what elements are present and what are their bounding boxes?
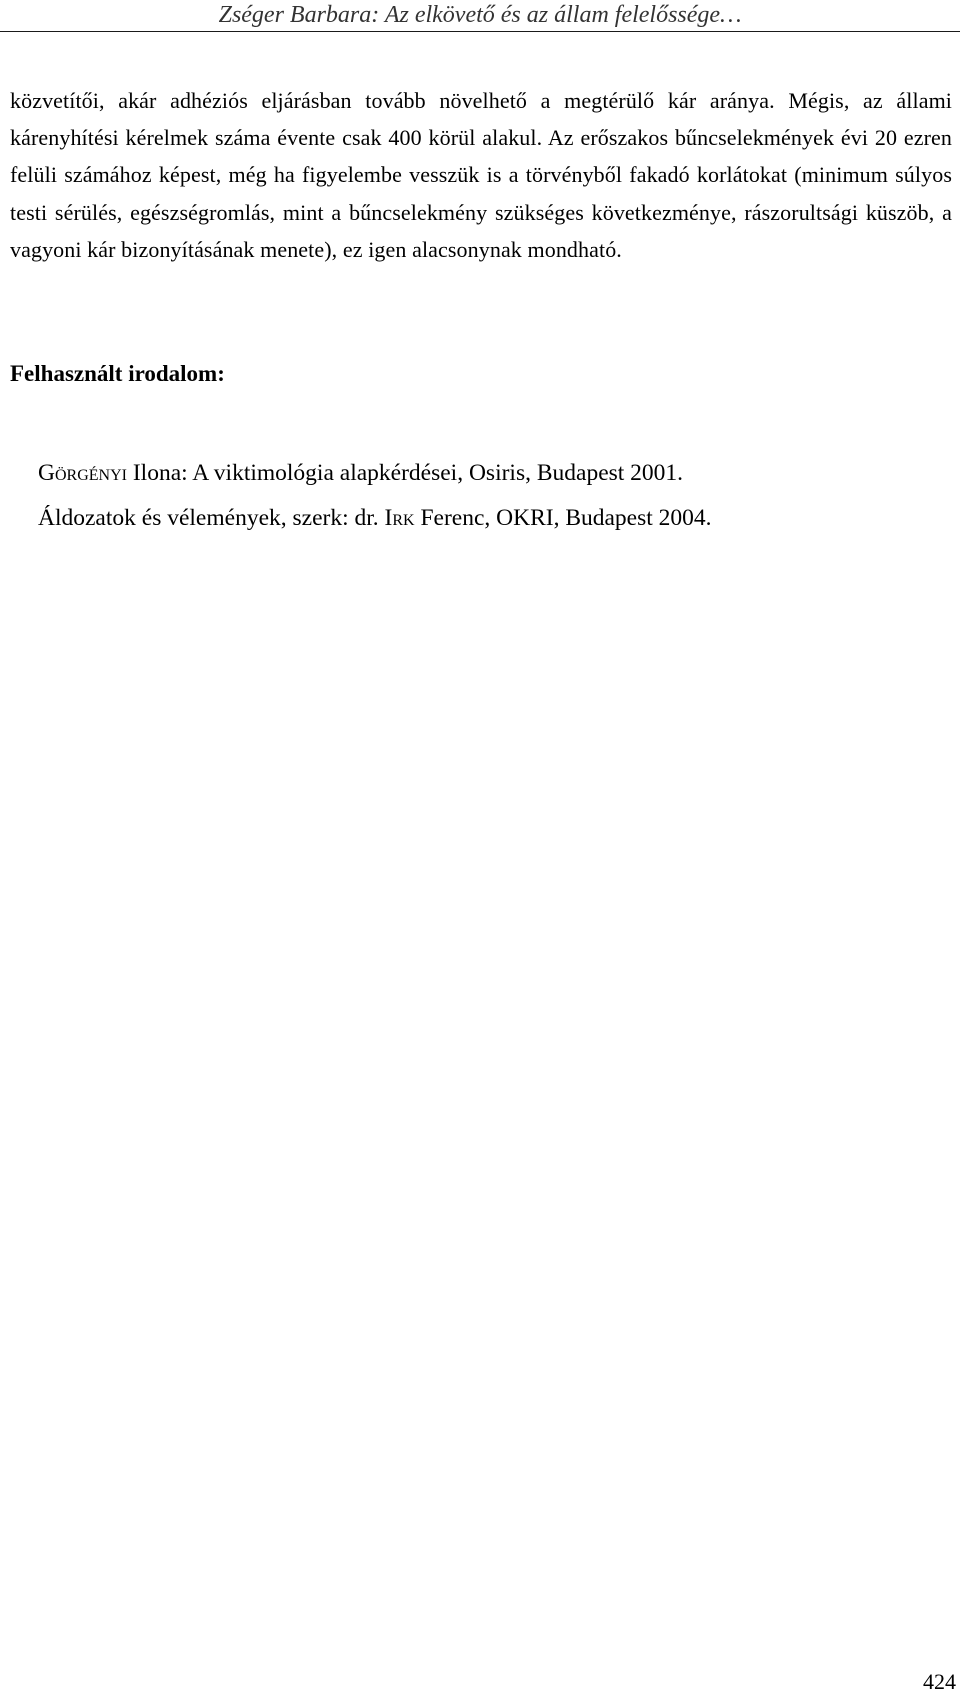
reference-author-surname: Irk — [384, 505, 415, 531]
page-number: 424 — [923, 1669, 956, 1694]
running-header: Zséger Barbara: Az elkövető és az állam felelőssége… — [0, 0, 960, 32]
reference-author-surname: Görgényi — [38, 460, 127, 486]
reference-text-after: Ferenc, OKRI, Budapest 2004. — [414, 505, 712, 531]
reference-text-before: Áldozatok és vélemények, szerk: dr. — [38, 505, 385, 531]
reference-item — [38, 500, 938, 545]
reference-list — [38, 455, 938, 545]
references-heading: Felhasznált irodalom: — [10, 361, 225, 386]
body-paragraph: közvetítői, akár adhéziós eljárásban tovább növelhető a megtérülő kár aránya. Mégis, az állami kárenyhítési kérelmek száma évente csak 400 körül alakul. Az erőszakos bűncselekmények évi 20 ezren felüli számához képest, még ha figyelembe vesszük is a törvényből fakadó korlátokat (minimum súlyos testi sérülés, egészségromlás, mint a bűncselekmény szükséges következménye, rászorultsági küszöb, a vagyoni kár bizonyításának menete), ez igen alacsonynak mondható. — [10, 88, 952, 262]
reference-text-after: Ilona: A viktimológia alapkérdései, Osiris, Budapest 2001. — [126, 460, 684, 486]
reference-item — [38, 455, 938, 500]
